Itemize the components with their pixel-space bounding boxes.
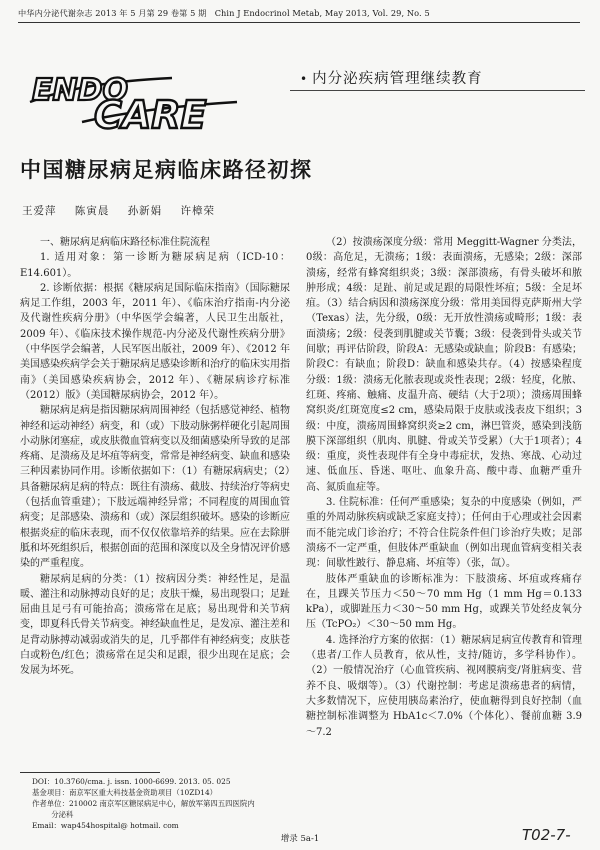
footnote-affiliation-cont: 分泌科 bbox=[51, 810, 74, 819]
paragraph: 4. 选择治疗方案的依据：（1）糖尿病足病宣传教育和管理（患者/工作人员教育，依从性，支持/随访，多学科协作）。（2）一般情况治疗（心血管疾病、视网膜病变/肾脏病变、营养不良、吸烟等）。（3）代谢控制：考虑足溃疡患者的病情，大多数情况下，应使用胰岛素治疗，使血糖得到良好控制（血糖控制标准调整为 HbA1c＜7.0%（个体化）、餐前血糖 3.9～7.2 bbox=[306, 634, 582, 738]
endo-care-logo bbox=[22, 64, 252, 134]
paragraph: 糖尿病足病是指因糖尿病周围神经（包括感觉神经、植物神经和运动神经）病变，和（或）下肢动脉粥样硬化引起周围小动脉闭塞症，或皮肤微血管病变以及细菌感染所导致的足部疼痛、足溃疡及足坏疽等病变，常常是神经病变、缺血和感染三种因素协同作用。诊断依据如下：（1）有糖尿病病史；（2）具备糖尿病足病的特点：既往有溃疡、截肢、持续治疗等病史（包括血管重建）；下肢远端神经异常；不同程度的周围血管病变；足部感染、溃疡和（或）深层组织破坏。感染的诊断应根据炎症的临床表现，而不仅仅依靠培养的结果。应在去除胼胝和坏死组织后，根据创面的范围和深度以及全身情况评价感染的严重程度。 bbox=[20, 405, 290, 570]
paragraph: 1. 适用对象：第一诊断为糖尿病足病（ICD-10：E14.601）。 bbox=[20, 252, 290, 279]
paragraph: 3. 住院标准：任何严重感染；复杂的中度感染（例如，严重的外周动脉疾病或缺乏家庭支持）；任何由于心理或社会因素而不能完成门诊治疗；不符合住院条件但门诊治疗失败；足部溃疡不一定严重，但肢体严重缺血（例如出现血管病变相关表现：间歇性跛行、静息痛、坏疽等）（张，氙）。 bbox=[306, 497, 582, 570]
body-column-left bbox=[20, 235, 290, 825]
article-title: 中国糖尿病足病临床路径初探 bbox=[20, 158, 313, 182]
footnotes bbox=[32, 776, 290, 831]
column-rule bbox=[290, 90, 585, 91]
footnote-doi: DOI：10.3760/cma. j. issn. 1000-6699. 2013. 05. 025 bbox=[32, 777, 231, 786]
footnote-affiliation: 作者单位：210002 南京军区糖尿病足中心，解放军第四五四医院内 bbox=[32, 799, 255, 808]
handwritten-note-text: T02-7- bbox=[522, 826, 571, 844]
handwritten-note bbox=[520, 820, 590, 848]
paragraph: 2. 诊断依据：根据《糖尿病足国际临床指南》（国际糖尿病足工作组，2003 年，2011 年）、《临床治疗指南-内分泌及代谢性疾病分册》（中华医学会编著，人民卫生出版社，2009 年）、《临床技术操作规范-内分泌及代谢性疾病分册》（中华医学会编著，人民军医出版社，2009 年）、《2012 年美国感染疾病学会关于糖尿病足感染诊断和治疗的临床实用指南》（美国感染疾病协会，2012 年）、《糖尿病诊疗标准（2012）版》（美国糖尿病协会，2012 年）。 bbox=[20, 282, 290, 401]
author: 王爱萍 bbox=[22, 205, 57, 217]
bullet-icon: • bbox=[300, 72, 309, 86]
footnote-rule bbox=[20, 772, 160, 773]
author: 孙新娟 bbox=[127, 205, 163, 217]
paragraph: （2）按溃疡深度分级：常用 Meggitt-Wagner 分类法，0级：高危足，无溃疡；1级：表面溃疡，无感染；2级：深部溃疡，经常有蜂窝组织炎；3级：深部溃疡，有骨头破坏和脓肿形成；4级：足趾、前足或足跟的局限性坏疽；5级：全足坏疽。（3）结合病因和溃疡深度分级：常用美国得克萨斯州大学（Texas）法，先分级，0级：无开放性溃疡或畸形；1级：表面溃疡；2级：侵袭到肌腱或关节囊；3级：侵袭到骨头或关节间歇；再评估阶段，阶段A：无感染或缺血；阶段B：有感染；阶段C：有缺血；阶段D：缺血和感染共存。（4）按感染程度分级：1级：溃疡无化脓表现或炎性表现；2级：轻度，化脓、红斑、疼痛、触痛、皮温升高、硬结（大于2项）；溃疡周围蜂窝织炎/红斑宽度≤2 cm，感染局限于皮肤或浅表皮下组织；3级：中度，溃疡周围蜂窝织炎≥2 cm，淋巴管炎，感染到浅筋膜下深部组织（肌肉、肌腱、骨或关节受累）（大于1项者）；4级：重度，炎性表现伴有全身中毒症状，发热、寒战、心动过速、低血压、昏迷、呕吐、血象升高、酸中毒、血糖严重升高、氮质血症等。 bbox=[306, 237, 582, 493]
logo-line2: CARE bbox=[94, 93, 207, 134]
section-heading: 一、糖尿病足病临床路径标准住院流程 bbox=[40, 237, 210, 248]
paragraph: 肢体严重缺血的诊断标准为：下肢溃疡、坏疽或疼痛存在，且踝关节压力＜50～70 mm Hg（1 mm Hg＝0.133 kPa），或脚趾压力＜30～50 mm Hg，或踝关节处经皮氧分压（TcPO₂）＜30～50 mm Hg。 bbox=[306, 573, 582, 631]
author: 许樟荣 bbox=[180, 205, 216, 217]
author-list bbox=[22, 203, 322, 218]
page-number: 增录 5a-1 bbox=[280, 834, 320, 844]
column-name-text: 内分泌疾病管理继续教育 bbox=[312, 71, 483, 87]
column-name bbox=[300, 67, 585, 88]
footnote-funding: 基金项目：南京军区重大科技基金资助项目（10ZD14） bbox=[32, 788, 218, 797]
running-head: 中华内分泌代谢杂志 2013 年 5 月第 29 卷第 5 期 Chin J Endocrinol Metab, May 2013, Vol. 29, No. 5 bbox=[18, 8, 580, 23]
body-column-right bbox=[306, 235, 582, 835]
endo-care-logo-graphic bbox=[22, 64, 252, 134]
author: 陈寅晨 bbox=[74, 205, 110, 217]
footnote-email: Email：wap454hospital@ hotmail. com bbox=[32, 821, 179, 830]
paragraph: 糖尿病足病的分类：（1）按病因分类：神经性足，是温暖、灌注和动脉搏动良好的足；皮肤干燥，易出现裂口；足趾屈曲且足弓有可能抬高；溃疡常在足底；易出现骨和关节病变，即夏科氏骨关节病变。神经缺血性足，是发凉、灌注差和足背动脉搏动减弱或消失的足，几乎都伴有神经病变；皮肤苍白或粉色/红色；溃疡常在足尖和足跟，很少出现在足底；会发展为坏死。 bbox=[20, 573, 290, 677]
logo-line1: ENDO bbox=[32, 73, 129, 108]
